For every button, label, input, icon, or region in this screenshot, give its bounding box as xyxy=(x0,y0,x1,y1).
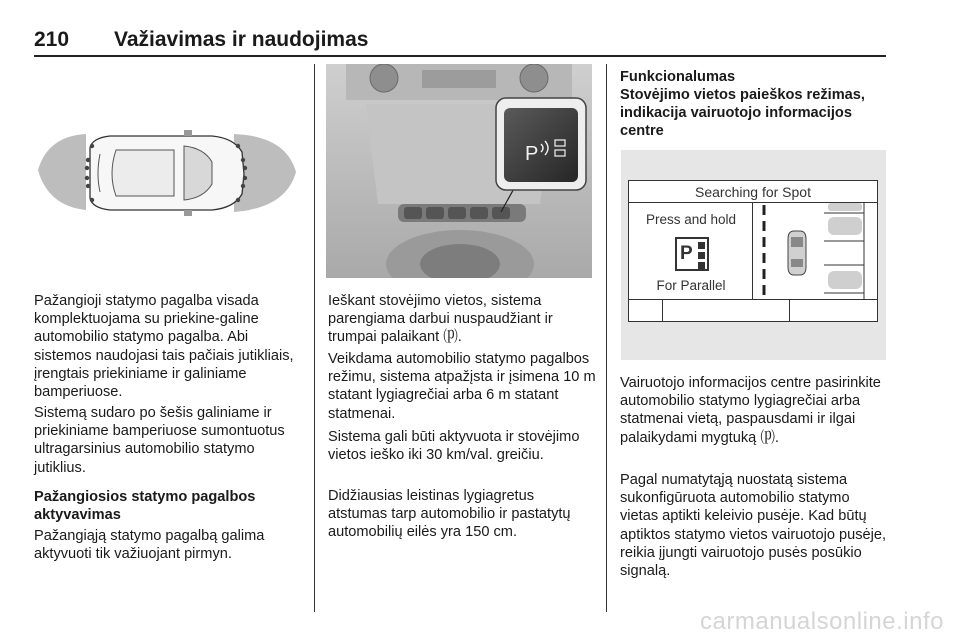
parking-sensors-illustration xyxy=(34,64,298,278)
col3-heading-functionality: Funkcionalumas xyxy=(620,69,736,85)
col1-paragraph-2: Sistemą sudaro po šešis galiniame ir priekiniame bamperiuose sumontuotus ultragarsinius automobilio statymo jutiklius. xyxy=(34,405,285,476)
parking-scene-icon xyxy=(754,203,877,299)
page-header xyxy=(34,28,886,56)
button-p-label: P xyxy=(525,143,539,165)
column-divider-1 xyxy=(314,64,315,612)
parking-button-icon: P xyxy=(675,237,709,271)
col2-paragraph-3: Sistema gali būti aktyvuota ir stovėjimo vietos ieško iki 30 km/val. greičiu. xyxy=(328,429,580,464)
col1-heading: Pažangiosios statymo pagalbos aktyvavimas xyxy=(34,489,256,524)
figure-console-button xyxy=(326,64,592,278)
col1-paragraph-1: Pažangioji statymo pagalba visada komplektuojama su priekine-galine automobilio statymo pagalba. Abi sistemos naudojasi tais pačiais jutikliais, įrengtais priekiniame ir galiniame bamperiuose. xyxy=(34,293,294,401)
column-divider-2 xyxy=(606,64,607,612)
dic-press-hold: Press and hold xyxy=(645,212,737,227)
col3-paragraph-2: Pagal numatytąją nuostatą sistema sukonfigūruota automobilio statymo vietas aptikti keleivio pusėje. Kad būtų aptiktos statymo vietos vairuotojo pusėje, reikia įjungti vairuotojo pusės posūkio signalą. xyxy=(620,472,887,580)
dic-bottom-row xyxy=(629,299,877,321)
dic-screen xyxy=(628,180,878,322)
col2-paragraph-2: Veikdama automobilio statymo pagalbos režimu, sistema atpažįsta ir įsimena 10 m statant lygiagrečiai arba 6 m statant statmenai. xyxy=(328,351,596,422)
header-rule xyxy=(34,55,886,57)
col3-heading-search-mode: Stovėjimo vietos paieškos režimas, indikacija vairuotojo informacijos centre xyxy=(620,87,865,140)
page-number: 210 xyxy=(34,28,70,51)
col2-paragraph-1: Ieškant stovėjimo vietos, sistema parengiama darbui nuspaudžiant ir trumpai palaikant ⒫. xyxy=(328,293,553,346)
page-title: Važiavimas ir naudojimas xyxy=(114,28,369,51)
col1-paragraph-3: Pažangiąją statymo pagalbą galima aktyvuoti tik važiuojant pirmyn. xyxy=(34,528,265,563)
figure-parking-sensors xyxy=(34,64,298,278)
col3-paragraph-1: Vairuotojo informacijos centre pasirinkite automobilio statymo lygiagrečiai arba statmenai vietą, paspausdami ir ilgai palaikydami mygtuką ⒫. xyxy=(620,375,881,446)
watermark: carmanualsonline.info xyxy=(700,608,944,635)
col2-paragraph-4: Didžiausias leistinas lygiagretus atstumas tarp automobilio ir pastatytų automobilių eilės yra 150 cm. xyxy=(328,488,571,541)
dic-title: Searching for Spot xyxy=(629,181,877,203)
dic-for-parallel: For Parallel xyxy=(656,278,726,293)
figure-dic-display xyxy=(621,150,886,360)
console-illustration xyxy=(326,64,592,278)
dic-right-pane xyxy=(754,203,877,299)
dic-left-pane xyxy=(629,203,753,299)
